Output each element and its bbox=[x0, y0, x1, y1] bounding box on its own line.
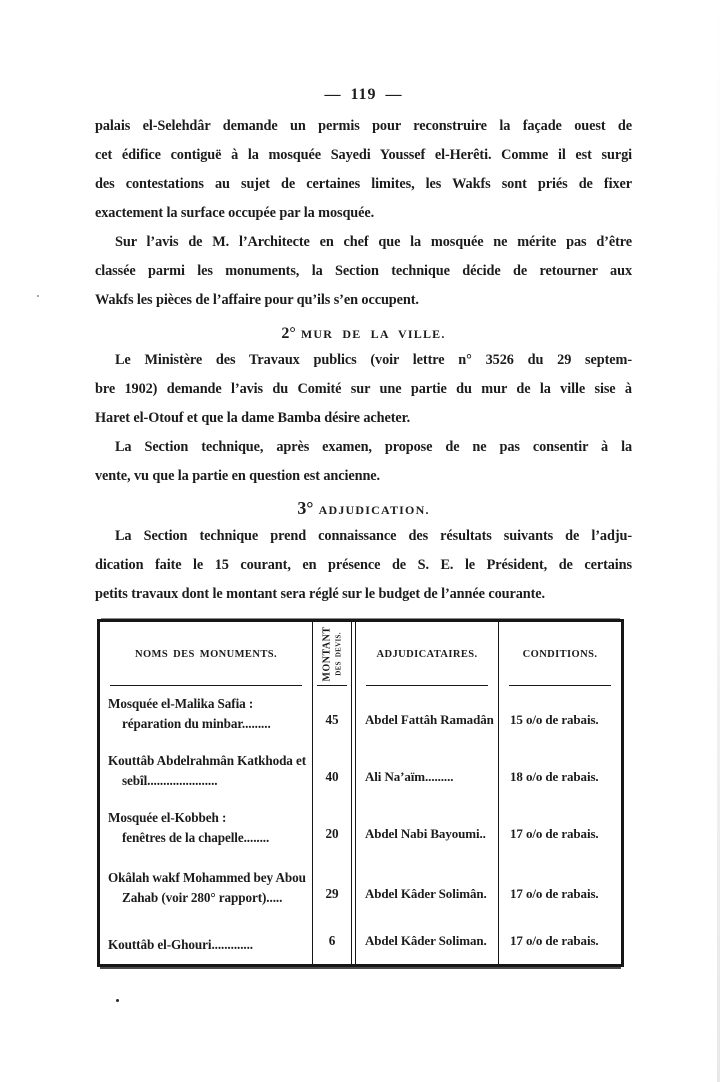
text-line: La Section technique prend connaissance des résultats suivants de l’adju- bbox=[115, 528, 632, 544]
text-line: palais el-Selehdâr demande un permis pour reconstruire la façade ouest de bbox=[95, 118, 632, 134]
header-noms-des-monuments: NOMS DES MONUMENTS. bbox=[100, 622, 312, 686]
condition-value: 17 o/o de rabais. bbox=[510, 826, 599, 841]
text-line: Wakfs les pièces de l’affaire pour qu’ils s’en occupent. bbox=[95, 292, 419, 308]
text-line: La Section technique, après examen, propose de ne pas consentir à la bbox=[115, 439, 632, 455]
paragraph-2 bbox=[95, 228, 632, 315]
column-monuments bbox=[100, 622, 312, 964]
text-line: bre 1902) demande l’avis du Comité sur une partie du mur de la ville sise à bbox=[95, 381, 632, 397]
header-conditions: CONDITIONS. bbox=[499, 622, 621, 686]
page-content bbox=[95, 112, 632, 967]
monument-work: fenêtres de la chapelle........ bbox=[122, 830, 270, 845]
condition-value: 18 o/o de rabais. bbox=[510, 769, 599, 784]
section-title: ADJUDICATION. bbox=[318, 503, 430, 517]
montant-value: 20 bbox=[325, 826, 339, 841]
monument-cell bbox=[100, 917, 312, 964]
section-number: 3° bbox=[297, 498, 314, 518]
text-line: petits travaux dont le montant sera réglé sur le budget de l’année courante. bbox=[95, 586, 545, 602]
monument-cell bbox=[100, 800, 312, 857]
column-montant bbox=[312, 622, 352, 964]
paragraph-4 bbox=[95, 433, 632, 491]
text-line: cet édifice contiguë à la mosquée Sayedi Youssef el-Herêti. Comme il est surgi bbox=[95, 147, 632, 163]
page-number: — 119 — bbox=[324, 86, 403, 103]
column-adjudicataires bbox=[356, 622, 498, 964]
text-line: des contestations au sujet de certaines limites, les Wakfs sont priés de fixer bbox=[95, 176, 632, 192]
monument-name: Kouttâb Abdelrahmân Katkhoda et bbox=[108, 753, 307, 768]
section-number: 2° bbox=[281, 325, 296, 342]
text-line: Haret el-Otouf et que la dame Bamba désire acheter. bbox=[95, 410, 411, 426]
paragraph-3 bbox=[95, 346, 632, 433]
paragraph-1 bbox=[95, 112, 632, 228]
monument-work: sebîl...................... bbox=[122, 773, 218, 788]
adjudicataire-name: Abdel Nabi Bayoumi.. bbox=[365, 826, 486, 841]
text-line: exactement la surface occupée par la mosquée. bbox=[95, 205, 375, 221]
monument-cell bbox=[100, 857, 312, 917]
paragraph-5 bbox=[95, 522, 632, 609]
montant-value: 45 bbox=[325, 712, 339, 727]
scan-speck bbox=[37, 295, 39, 297]
text-line: classée parmi les monuments, la Section technique décide de retourner aux bbox=[95, 263, 632, 279]
text-line: dication faite le 15 courant, en présence de S. E. le Président, de certains bbox=[95, 557, 632, 573]
adjudicataire-name: Abdel Kâder Solimân. bbox=[365, 886, 487, 901]
condition-value: 17 o/o de rabais. bbox=[510, 933, 599, 948]
text-line: Le Ministère des Travaux publics (voir lettre n° 3526 du 29 septem- bbox=[115, 352, 632, 368]
adjudicataire-name: Ali Na’aïm......... bbox=[365, 769, 454, 784]
header-adjudicataires: ADJUDICATAIRES. bbox=[356, 622, 498, 686]
rotated-header-text: MONTANT DES DEVIS. bbox=[321, 626, 343, 682]
text-line: Sur l’avis de M. l’Architecte en chef que la mosquée ne mérite pas d’être bbox=[115, 234, 632, 250]
montant-value: 40 bbox=[325, 769, 339, 784]
adjudicataire-name: Abdel Kâder Soliman. bbox=[365, 933, 487, 948]
adjudication-table bbox=[97, 619, 624, 967]
column-conditions bbox=[498, 622, 621, 964]
scan-speck bbox=[116, 999, 119, 1002]
header-montant-des-devis bbox=[313, 622, 351, 686]
section-heading-mur-de-la-ville bbox=[95, 317, 632, 346]
monument-cell bbox=[100, 743, 312, 800]
monument-work: réparation du minbar......... bbox=[122, 716, 271, 731]
montant-value: 29 bbox=[325, 886, 339, 901]
monument-name: Mosquée el-Kobbeh : bbox=[108, 810, 227, 825]
text-line: vente, vu que la partie en question est ancienne. bbox=[95, 468, 381, 484]
monument-name: Mosquée el-Malika Safia : bbox=[108, 696, 254, 711]
section-title: MUR DE LA VILLE. bbox=[300, 327, 446, 341]
adjudicataire-name: Abdel Fattâh Ramadân bbox=[365, 712, 494, 727]
monument-cell bbox=[100, 686, 312, 743]
condition-value: 17 o/o de rabais. bbox=[510, 886, 599, 901]
monument-work: Zahab (voir 280° rapport)..... bbox=[122, 890, 283, 905]
montant-value: 6 bbox=[328, 933, 336, 948]
monument-name: Kouttâb el-Ghouri............. bbox=[108, 937, 253, 952]
condition-value: 15 o/o de rabais. bbox=[510, 712, 599, 727]
monument-name: Okâlah wakf Mohammed bey Abou bbox=[108, 870, 306, 885]
section-heading-adjudication bbox=[95, 493, 632, 522]
